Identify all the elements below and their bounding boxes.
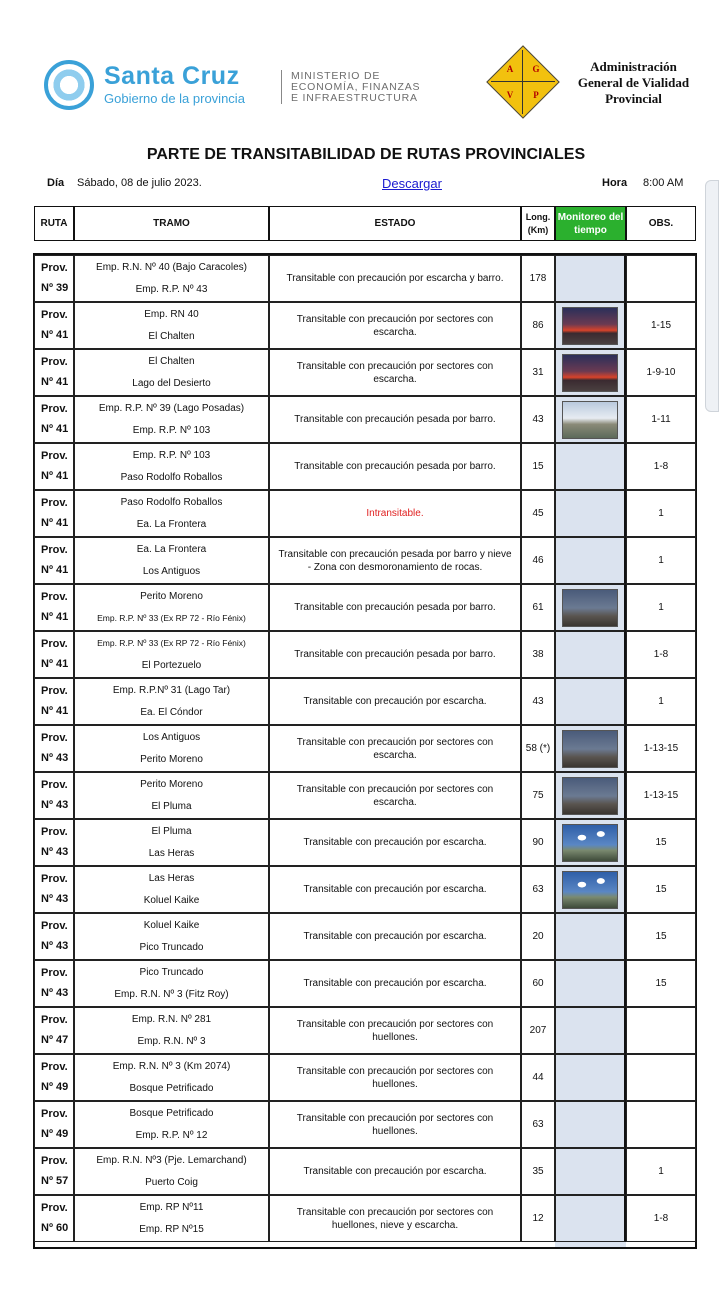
tramo-cell	[74, 772, 269, 819]
agency-line: Provincial	[605, 91, 662, 106]
ruta-cell	[34, 1148, 74, 1195]
ruta-number: Nº 43	[41, 893, 69, 905]
gov-title: Santa Cruz	[104, 62, 240, 90]
tramo-from: Perito Moreno	[140, 591, 203, 602]
long-cell: 44	[521, 1054, 555, 1101]
tramo-from: Las Heras	[148, 873, 195, 884]
table-row	[34, 960, 696, 1007]
monitor-cell	[555, 537, 626, 584]
monitor-cell	[555, 1007, 626, 1054]
estado-cell: Transitable con precaución por sectores con huellones, nieve y escarcha.	[269, 1195, 521, 1242]
ruta-prov: Prov.	[41, 685, 68, 697]
ruta-number: Nº 41	[41, 517, 69, 529]
day-label: Día	[47, 177, 65, 189]
estado-cell: Transitable con precaución pesada por barro.	[269, 396, 521, 443]
long-cell: 75	[521, 772, 555, 819]
table-row	[34, 1101, 696, 1148]
long-cell: 63	[521, 866, 555, 913]
table-row	[34, 678, 696, 725]
long-cell: 63	[521, 1101, 555, 1148]
tramo-cell	[74, 725, 269, 772]
ministry-name	[291, 71, 420, 104]
long-cell: 58 (*)	[521, 725, 555, 772]
long-cell: 60	[521, 960, 555, 1007]
tramo-cell	[74, 913, 269, 960]
estado-cell: Transitable con precaución pesada por barro y nieve - Zona con desmoronamiento de rocas.	[269, 537, 521, 584]
table-row	[34, 584, 696, 631]
ruta-cell	[34, 1007, 74, 1054]
tramo-from: Ea. La Frontera	[136, 544, 207, 555]
monitor-cell	[555, 819, 626, 866]
long-cell: 207	[521, 1007, 555, 1054]
monitor-cell	[555, 1054, 626, 1101]
ruta-cell	[34, 1101, 74, 1148]
long-cell: 46	[521, 537, 555, 584]
monitor-cell	[555, 255, 626, 302]
ministry-line: MINISTERIO DE	[291, 70, 381, 82]
gov-subtitle: Gobierno de la provincia	[104, 91, 245, 106]
tramo-cell	[74, 819, 269, 866]
tramo-from: El Chalten	[148, 356, 195, 367]
tramo-cell	[74, 255, 269, 302]
weather-camera-thumbnail[interactable]	[562, 824, 618, 862]
tramo-to: Emp. R.N. Nº 3	[137, 1036, 206, 1047]
monitor-cell	[555, 302, 626, 349]
ruta-cell	[34, 866, 74, 913]
scrollbar-handle[interactable]	[705, 180, 719, 412]
ruta-prov: Prov.	[41, 1061, 68, 1073]
ruta-number: Nº 41	[41, 423, 69, 435]
table-row	[34, 866, 696, 913]
estado-cell: Transitable con precaución por escarcha.	[269, 819, 521, 866]
tramo-from: Emp. R.N. Nº 40 (Bajo Caracoles)	[96, 262, 247, 273]
tramo-to: Puerto Coig	[145, 1177, 198, 1188]
ruta-number: Nº 43	[41, 987, 69, 999]
tramo-to: Pico Truncado	[139, 942, 204, 953]
ruta-prov: Prov.	[41, 826, 68, 838]
ruta-cell	[34, 302, 74, 349]
estado-cell: Transitable con precaución por sectores con escarcha.	[269, 302, 521, 349]
weather-camera-thumbnail[interactable]	[562, 730, 618, 768]
ruta-prov: Prov.	[41, 591, 68, 603]
tramo-from: Los Antiguos	[142, 732, 201, 743]
tramo-cell	[74, 678, 269, 725]
monitor-cell	[555, 725, 626, 772]
ruta-cell	[34, 584, 74, 631]
ruta-cell	[34, 1195, 74, 1242]
tramo-cell	[74, 866, 269, 913]
tramo-from: Pico Truncado	[139, 967, 204, 978]
tramo-from: Emp. R.P. Nº 39 (Lago Posadas)	[98, 403, 245, 414]
ruta-prov: Prov.	[41, 779, 68, 791]
tramo-cell	[74, 584, 269, 631]
ruta-cell	[34, 725, 74, 772]
ruta-number: Nº 41	[41, 564, 69, 576]
tramo-cell	[74, 443, 269, 490]
estado-cell: Transitable con precaución por sectores con escarcha.	[269, 725, 521, 772]
obs-cell: 1-8	[626, 1195, 696, 1242]
col-ruta: RUTA	[34, 206, 74, 241]
weather-camera-thumbnail[interactable]	[562, 777, 618, 815]
monitor-cell	[555, 349, 626, 396]
estado-cell: Transitable con precaución por escarcha.	[269, 678, 521, 725]
tramo-from: Emp. R.N. Nº 281	[131, 1014, 212, 1025]
agency-line: Administración	[590, 59, 677, 74]
ruta-prov: Prov.	[41, 450, 68, 462]
obs-cell	[626, 255, 696, 302]
tramo-to: Koluel Kaike	[143, 895, 200, 906]
tramo-cell	[74, 1148, 269, 1195]
table-row	[34, 1195, 696, 1242]
ruta-cell	[34, 819, 74, 866]
obs-cell: 15	[626, 913, 696, 960]
agency-line: General de Vialidad	[577, 75, 690, 90]
agvp-logo-letters	[497, 56, 549, 108]
agvp-letter: P	[533, 90, 539, 100]
ruta-number: Nº 43	[41, 799, 69, 811]
obs-cell: 1	[626, 584, 696, 631]
ruta-number: Nº 41	[41, 329, 69, 341]
ruta-cell	[34, 631, 74, 678]
tramo-to: Paso Rodolfo Roballos	[120, 472, 223, 483]
monitor-cell	[555, 584, 626, 631]
ruta-cell	[34, 490, 74, 537]
estado-cell: Transitable con precaución por sectores con escarcha.	[269, 772, 521, 819]
tramo-from: Emp. R.P. Nº 103	[132, 450, 211, 461]
obs-cell: 15	[626, 866, 696, 913]
monitor-cell	[555, 866, 626, 913]
monitor-cell	[555, 960, 626, 1007]
day-value: Sábado, 08 de julio 2023.	[77, 177, 202, 189]
tramo-to: Ea. La Frontera	[136, 519, 207, 530]
estado-cell: Transitable con precaución por sectores con huellones.	[269, 1054, 521, 1101]
obs-cell: 15	[626, 960, 696, 1007]
tramo-to: Las Heras	[148, 848, 195, 859]
ruta-cell	[34, 396, 74, 443]
ruta-prov: Prov.	[41, 1108, 68, 1120]
ruta-cell	[34, 255, 74, 302]
obs-cell	[626, 1054, 696, 1101]
ruta-prov: Prov.	[41, 873, 68, 885]
monitor-cell	[555, 443, 626, 490]
weather-camera-thumbnail[interactable]	[562, 589, 618, 627]
tramo-to: Los Antiguos	[142, 566, 201, 577]
page-header	[0, 0, 719, 135]
long-cell: 35	[521, 1148, 555, 1195]
hour-label: Hora	[602, 177, 628, 189]
obs-cell: 1	[626, 537, 696, 584]
tramo-from: Koluel Kaike	[143, 920, 200, 931]
ruta-cell	[34, 913, 74, 960]
ruta-prov: Prov.	[41, 732, 68, 744]
tramo-to: El Chalten	[148, 331, 195, 342]
ruta-cell	[34, 349, 74, 396]
monitor-cell	[555, 631, 626, 678]
long-cell: 12	[521, 1195, 555, 1242]
ruta-cell	[34, 1054, 74, 1101]
hour-value: 8:00 AM	[643, 177, 684, 189]
table-row	[34, 1148, 696, 1195]
long-cell: 43	[521, 678, 555, 725]
tramo-to: El Portezuelo	[141, 660, 202, 671]
estado-cell: Transitable con precaución por escarcha.	[269, 913, 521, 960]
estado-cell: Intransitable.	[269, 490, 521, 537]
table-row	[34, 396, 696, 443]
estado-cell: Transitable con precaución por escarcha.	[269, 960, 521, 1007]
tramo-to: Emp. R.P. Nº 12	[135, 1130, 208, 1141]
col-tramo: TRAMO	[74, 206, 269, 241]
obs-cell: 1	[626, 490, 696, 537]
tramo-cell	[74, 349, 269, 396]
tramo-cell	[74, 396, 269, 443]
estado-cell: Transitable con precaución pesada por barro.	[269, 443, 521, 490]
tramo-to: Ea. El Cóndor	[140, 707, 203, 718]
long-cell: 31	[521, 349, 555, 396]
estado-cell: Transitable con precaución pesada por barro.	[269, 584, 521, 631]
monitor-cell	[555, 1101, 626, 1148]
ruta-number: Nº 47	[41, 1034, 69, 1046]
ruta-prov: Prov.	[41, 403, 68, 415]
table-row	[34, 819, 696, 866]
obs-cell: 1-13-15	[626, 772, 696, 819]
obs-cell: 1-15	[626, 302, 696, 349]
weather-camera-thumbnail[interactable]	[562, 354, 618, 392]
ruta-cell	[34, 772, 74, 819]
monitor-cell	[555, 678, 626, 725]
santa-cruz-seal-icon	[44, 60, 94, 110]
ruta-number: Nº 43	[41, 846, 69, 858]
ruta-number: Nº 41	[41, 376, 69, 388]
obs-cell: 1-11	[626, 396, 696, 443]
monitor-cell	[555, 913, 626, 960]
tramo-from: Paso Rodolfo Roballos	[120, 497, 223, 508]
estado-cell: Transitable con precaución por sectores con huellones.	[269, 1007, 521, 1054]
ruta-cell	[34, 678, 74, 725]
ruta-number: Nº 57	[41, 1175, 69, 1187]
ruta-prov: Prov.	[41, 920, 68, 932]
divider	[281, 70, 282, 104]
tramo-to: Emp. RP Nº15	[139, 1224, 204, 1235]
estado-cell: Transitable con precaución por sectores con huellones.	[269, 1101, 521, 1148]
ministry-line: E INFRAESTRUCTURA	[291, 92, 418, 104]
tramo-from: Emp. R.N. Nº 3 (Km 2074)	[112, 1061, 231, 1072]
download-link[interactable]: Descargar	[382, 176, 442, 191]
page-title: PARTE DE TRANSITABILIDAD DE RUTAS PROVINCIALES	[146, 146, 586, 163]
monitor-cell	[555, 1195, 626, 1242]
ruta-prov: Prov.	[41, 1155, 68, 1167]
obs-cell: 1-8	[626, 443, 696, 490]
obs-cell: 15	[626, 819, 696, 866]
ruta-number: Nº 60	[41, 1222, 69, 1234]
tramo-to: Lago del Desierto	[132, 378, 211, 389]
table-row	[34, 1054, 696, 1101]
ruta-prov: Prov.	[41, 262, 68, 274]
tramo-from: Perito Moreno	[140, 779, 203, 790]
obs-cell	[626, 1007, 696, 1054]
ruta-number: Nº 43	[41, 752, 69, 764]
ruta-number: Nº 43	[41, 940, 69, 952]
monitor-cell	[555, 396, 626, 443]
monitor-cell	[555, 772, 626, 819]
tramo-from: Emp. R.P. Nº 33 (Ex RP 72 - Río Fénix)	[97, 638, 246, 648]
table-row	[34, 302, 696, 349]
table-row	[34, 772, 696, 819]
table-row	[34, 913, 696, 960]
tramo-from: Bosque Petrificado	[129, 1108, 214, 1119]
tramo-to: Emp. R.N. Nº 3 (Fitz Roy)	[114, 989, 229, 1000]
col-monitor: Monitoreo del tiempo	[555, 206, 626, 241]
estado-cell: Transitable con precaución por escarcha.	[269, 866, 521, 913]
tramo-to: Emp. R.P. Nº 33 (Ex RP 72 - Río Fénix)	[97, 613, 246, 623]
ruta-prov: Prov.	[41, 356, 68, 368]
col-estado: ESTADO	[269, 206, 521, 241]
weather-camera-thumbnail[interactable]	[562, 401, 618, 439]
ruta-prov: Prov.	[41, 1202, 68, 1214]
ruta-cell	[34, 443, 74, 490]
long-cell: 20	[521, 913, 555, 960]
agvp-letter: V	[506, 90, 514, 100]
long-cell: 43	[521, 396, 555, 443]
tramo-cell	[74, 631, 269, 678]
obs-cell	[626, 1101, 696, 1148]
agvp-letter: G	[532, 64, 540, 74]
agency-name	[556, 59, 711, 107]
tramo-to: Bosque Petrificado	[129, 1083, 214, 1094]
ruta-prov: Prov.	[41, 497, 68, 509]
table-row	[34, 1007, 696, 1054]
ruta-prov: Prov.	[41, 967, 68, 979]
col-long: Long. (Km)	[521, 206, 555, 241]
weather-camera-thumbnail[interactable]	[562, 307, 618, 345]
ruta-number: Nº 41	[41, 470, 69, 482]
long-cell: 90	[521, 819, 555, 866]
monitor-cell	[555, 490, 626, 537]
obs-cell: 1	[626, 678, 696, 725]
ruta-prov: Prov.	[41, 544, 68, 556]
tramo-cell	[74, 490, 269, 537]
tramo-from: Emp. R.N. Nº3 (Pje. Lemarchand)	[96, 1155, 247, 1166]
tramo-cell	[74, 302, 269, 349]
tramo-from: Emp. R.P.Nº 31 (Lago Tar)	[112, 685, 231, 696]
ruta-prov: Prov.	[41, 1014, 68, 1026]
obs-cell: 1-13-15	[626, 725, 696, 772]
obs-cell: 1	[626, 1148, 696, 1195]
ruta-number: Nº 41	[41, 611, 69, 623]
ruta-number: Nº 39	[41, 282, 69, 294]
long-cell: 61	[521, 584, 555, 631]
obs-cell: 1-8	[626, 631, 696, 678]
ruta-prov: Prov.	[41, 638, 68, 650]
long-cell: 178	[521, 255, 555, 302]
tramo-from: El Pluma	[151, 826, 192, 837]
long-cell: 15	[521, 443, 555, 490]
tramo-from: Emp. RP Nº11	[139, 1202, 204, 1213]
estado-cell: Transitable con precaución por escarcha.	[269, 1148, 521, 1195]
weather-camera-thumbnail[interactable]	[562, 871, 618, 909]
agvp-letter: A	[506, 64, 514, 74]
ruta-number: Nº 49	[41, 1128, 69, 1140]
tramo-to: Emp. R.P. Nº 103	[132, 425, 211, 436]
column-headers	[34, 206, 696, 241]
table-row	[34, 349, 696, 396]
estado-cell: Transitable con precaución por sectores con escarcha.	[269, 349, 521, 396]
ruta-number: Nº 41	[41, 658, 69, 670]
tramo-cell	[74, 960, 269, 1007]
tramo-cell	[74, 1007, 269, 1054]
tramo-to: Emp. R.P. Nº 43	[135, 284, 208, 295]
table-row	[34, 537, 696, 584]
table-row	[34, 725, 696, 772]
tramo-cell	[74, 537, 269, 584]
table-row	[34, 490, 696, 537]
ruta-prov: Prov.	[41, 309, 68, 321]
ministry-line: ECONOMÍA, FINANZAS	[291, 81, 421, 93]
tramo-cell	[74, 1054, 269, 1101]
tramo-to: Perito Moreno	[140, 754, 203, 765]
monitor-cell	[555, 1148, 626, 1195]
ruta-number: Nº 41	[41, 705, 69, 717]
ruta-cell	[34, 960, 74, 1007]
obs-cell: 1-9-10	[626, 349, 696, 396]
tramo-cell	[74, 1101, 269, 1148]
tramo-cell	[74, 1195, 269, 1242]
long-cell: 45	[521, 490, 555, 537]
tramo-to: El Pluma	[151, 801, 192, 812]
tramo-from: Emp. RN 40	[144, 309, 199, 320]
ruta-cell	[34, 537, 74, 584]
table-row	[34, 631, 696, 678]
long-cell: 86	[521, 302, 555, 349]
estado-cell: Transitable con precaución por escarcha y barro.	[269, 255, 521, 302]
estado-cell: Transitable con precaución pesada por barro.	[269, 631, 521, 678]
col-obs: OBS.	[626, 206, 696, 241]
long-cell: 38	[521, 631, 555, 678]
table-row	[34, 255, 696, 302]
table-row	[34, 443, 696, 490]
ruta-number: Nº 49	[41, 1081, 69, 1093]
